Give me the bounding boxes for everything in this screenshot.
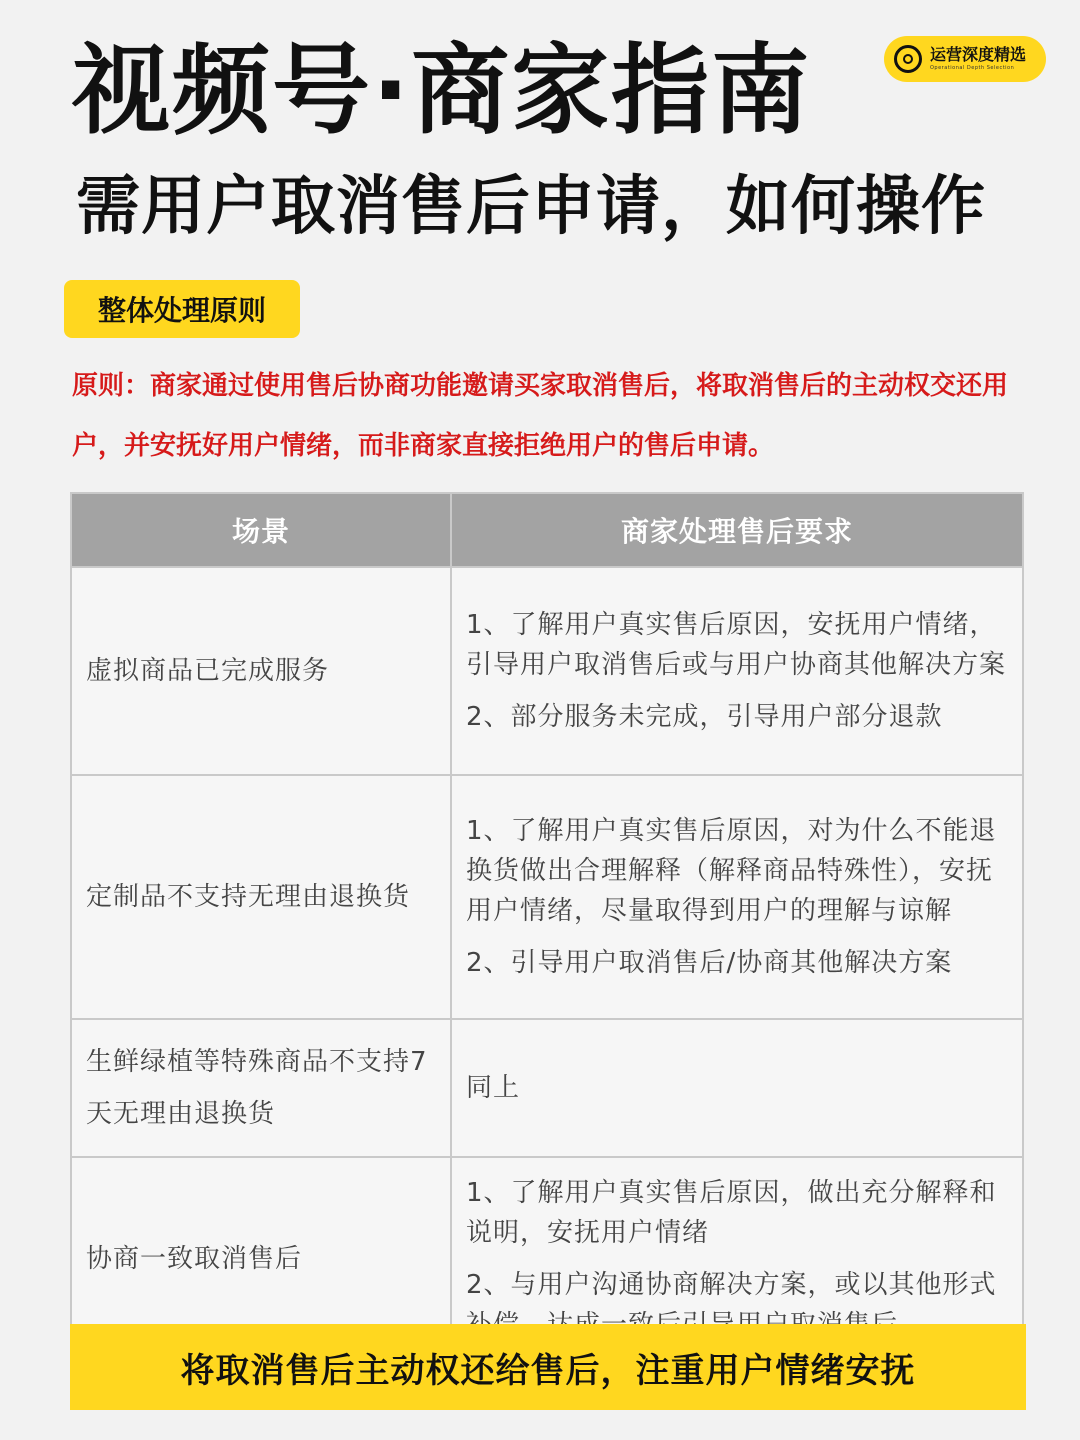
- guide-table: [70, 492, 1024, 1362]
- table-row: [71, 567, 1023, 775]
- requirement-item: 2、引导用户取消售后/协商其他解决方案: [466, 948, 953, 978]
- table-row: [71, 1019, 1023, 1157]
- requirement-cell: [451, 1019, 1023, 1157]
- brand-tagline: Operational Depth Selection: [930, 65, 1015, 71]
- header-scene: 场景: [71, 493, 451, 567]
- requirement-cell: [451, 567, 1023, 775]
- requirement-item: 2、与用户沟通协商解决方案，或以其他形式: [466, 1270, 997, 1300]
- footer-banner: 将取消售后主动权还给售后，注重用户情绪安抚: [70, 1324, 1026, 1410]
- table-header-row: [71, 493, 1023, 567]
- page-title: 视频号·商家指南: [72, 34, 812, 148]
- requirement-item: 2、部分服务未完成，引导用户部分退款: [466, 702, 943, 732]
- principle-text: 原则：商家通过使用售后协商功能邀请买家取消售后，将取消售后的主动权交还用户，并安抚好用户情绪，而非商家直接拒绝用户的售后申请。: [72, 371, 1009, 461]
- section-tag: 整体处理原则: [64, 280, 300, 338]
- brand-logo: [884, 36, 1046, 82]
- page-subtitle: 需用户取消售后申请，如何操作: [76, 170, 986, 244]
- header-requirements: 商家处理售后要求: [451, 493, 1023, 567]
- requirement-cell: [451, 775, 1023, 1019]
- scene-cell: 生鲜绿植等特殊商品不支持7天无理由退换货: [71, 1019, 451, 1157]
- requirement-item: 1、了解用户真实售后原因，安抚用户情绪，引导用户取消售后或与用户协商其他解决方案: [466, 610, 1007, 680]
- brand-logo-icon: [894, 45, 922, 73]
- requirement-item: 1、了解用户真实售后原因，做出充分解释和说明，安抚用户情绪: [466, 1178, 997, 1248]
- scene-cell: 定制品不支持无理由退换货: [71, 775, 451, 1019]
- requirement-item: 1、了解用户真实售后原因，对为什么不能退换货做出合理解释（解释商品特殊性），安抚用户情绪，尽量取得到用户的理解与谅解: [466, 816, 997, 926]
- brand-logo-text: [930, 47, 1026, 71]
- requirement-item: 同上: [466, 1073, 521, 1103]
- brand-name: 运营深度精选: [930, 45, 1027, 64]
- scene-cell: 虚拟商品已完成服务: [71, 567, 451, 775]
- scene-cell: 协商一致取消售后: [71, 1157, 451, 1361]
- table-row: [71, 775, 1023, 1019]
